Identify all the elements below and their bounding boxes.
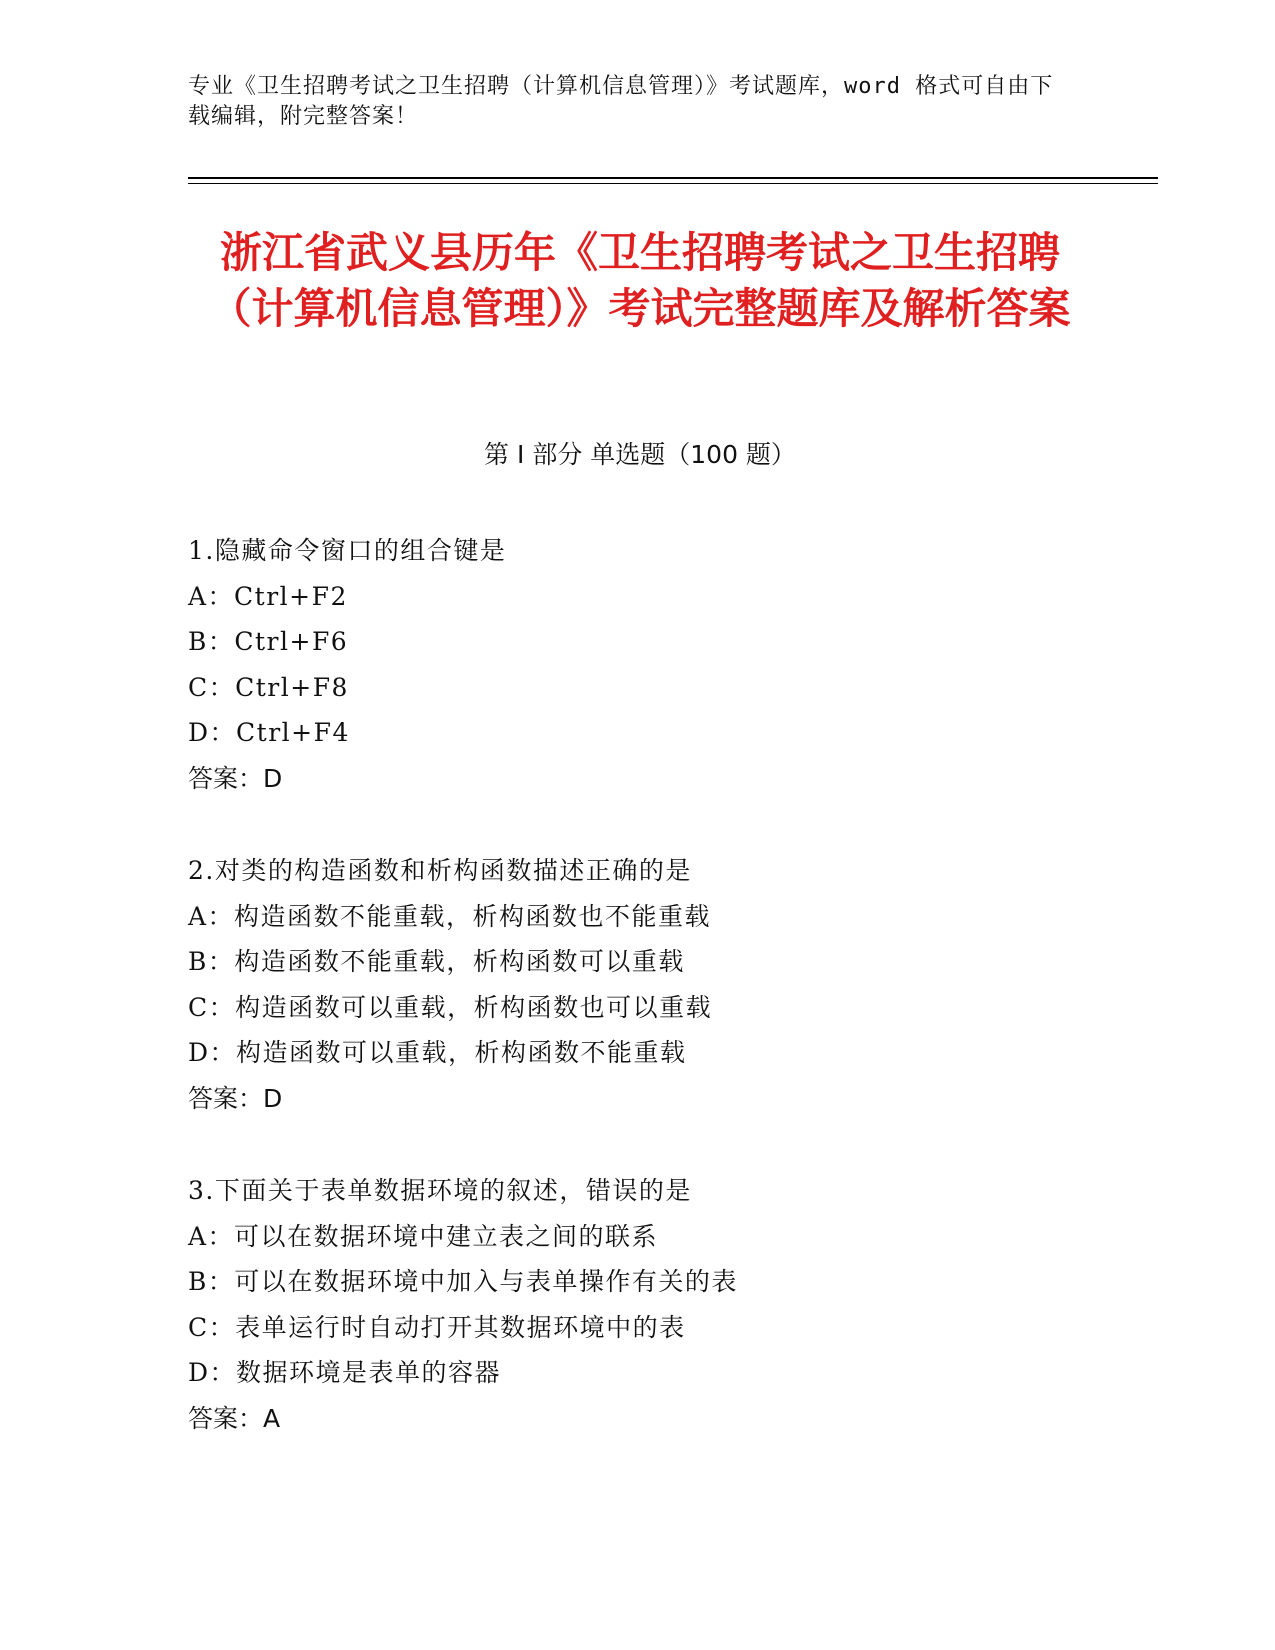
option-b: B：构造函数不能重载，析构函数可以重载 [188, 947, 685, 976]
question-stem: 2.对类的构造函数和析构函数描述正确的是 [188, 856, 692, 885]
option-c: C：表单运行时自动打开其数据环境中的表 [188, 1312, 686, 1342]
question-stem: 3.下面关于表单数据环境的叙述，错误的是 [188, 1176, 692, 1205]
question-block [188, 528, 1088, 801]
answer-label: 答案： [188, 1403, 264, 1433]
option-d: D：构造函数可以重载，析构函数不能重载 [188, 1038, 687, 1067]
answer-line [188, 756, 1088, 802]
header-divider-thick [188, 177, 1158, 179]
question-block [188, 1168, 1088, 1441]
document-title: 浙江省武义县历年《卫生招聘考试之卫生招聘（计算机信息管理）》考试完整题库及解析答案 [209, 228, 1071, 333]
option-c: C：构造函数可以重载，析构函数也可以重载 [188, 992, 713, 1022]
header-divider-thin [188, 183, 1158, 184]
option-a: A：可以在数据环境中建立表之间的联系 [188, 1221, 659, 1251]
option-a: A：构造函数不能重载，析构函数也不能重载 [188, 901, 712, 931]
answer-value: D [263, 763, 283, 793]
option-d: D：Ctrl+F4 [188, 718, 350, 747]
option-b: B：Ctrl+F6 [188, 627, 349, 656]
question-stem: 1.隐藏命令窗口的组合键是 [188, 536, 507, 565]
answer-label: 答案： [188, 1083, 264, 1113]
answer-line [188, 1076, 1088, 1122]
section-title: 第 I 部分 单选题（100 题） [484, 440, 796, 469]
question-block [188, 848, 1088, 1121]
option-a: A：Ctrl+F2 [188, 581, 348, 611]
header-note: 专业《卫生招聘考试之卫生招聘（计算机信息管理）》考试题库，word 格式可自由下载编辑，附完整答案！ [188, 74, 1054, 129]
answer-value: D [263, 1083, 283, 1113]
answer-label: 答案： [188, 763, 264, 793]
option-c: C：Ctrl+F8 [188, 672, 349, 702]
answer-value: A [263, 1403, 281, 1433]
option-b: B：可以在数据环境中加入与表单操作有关的表 [188, 1267, 738, 1296]
answer-line [188, 1396, 1088, 1442]
option-d: D：数据环境是表单的容器 [188, 1358, 502, 1387]
